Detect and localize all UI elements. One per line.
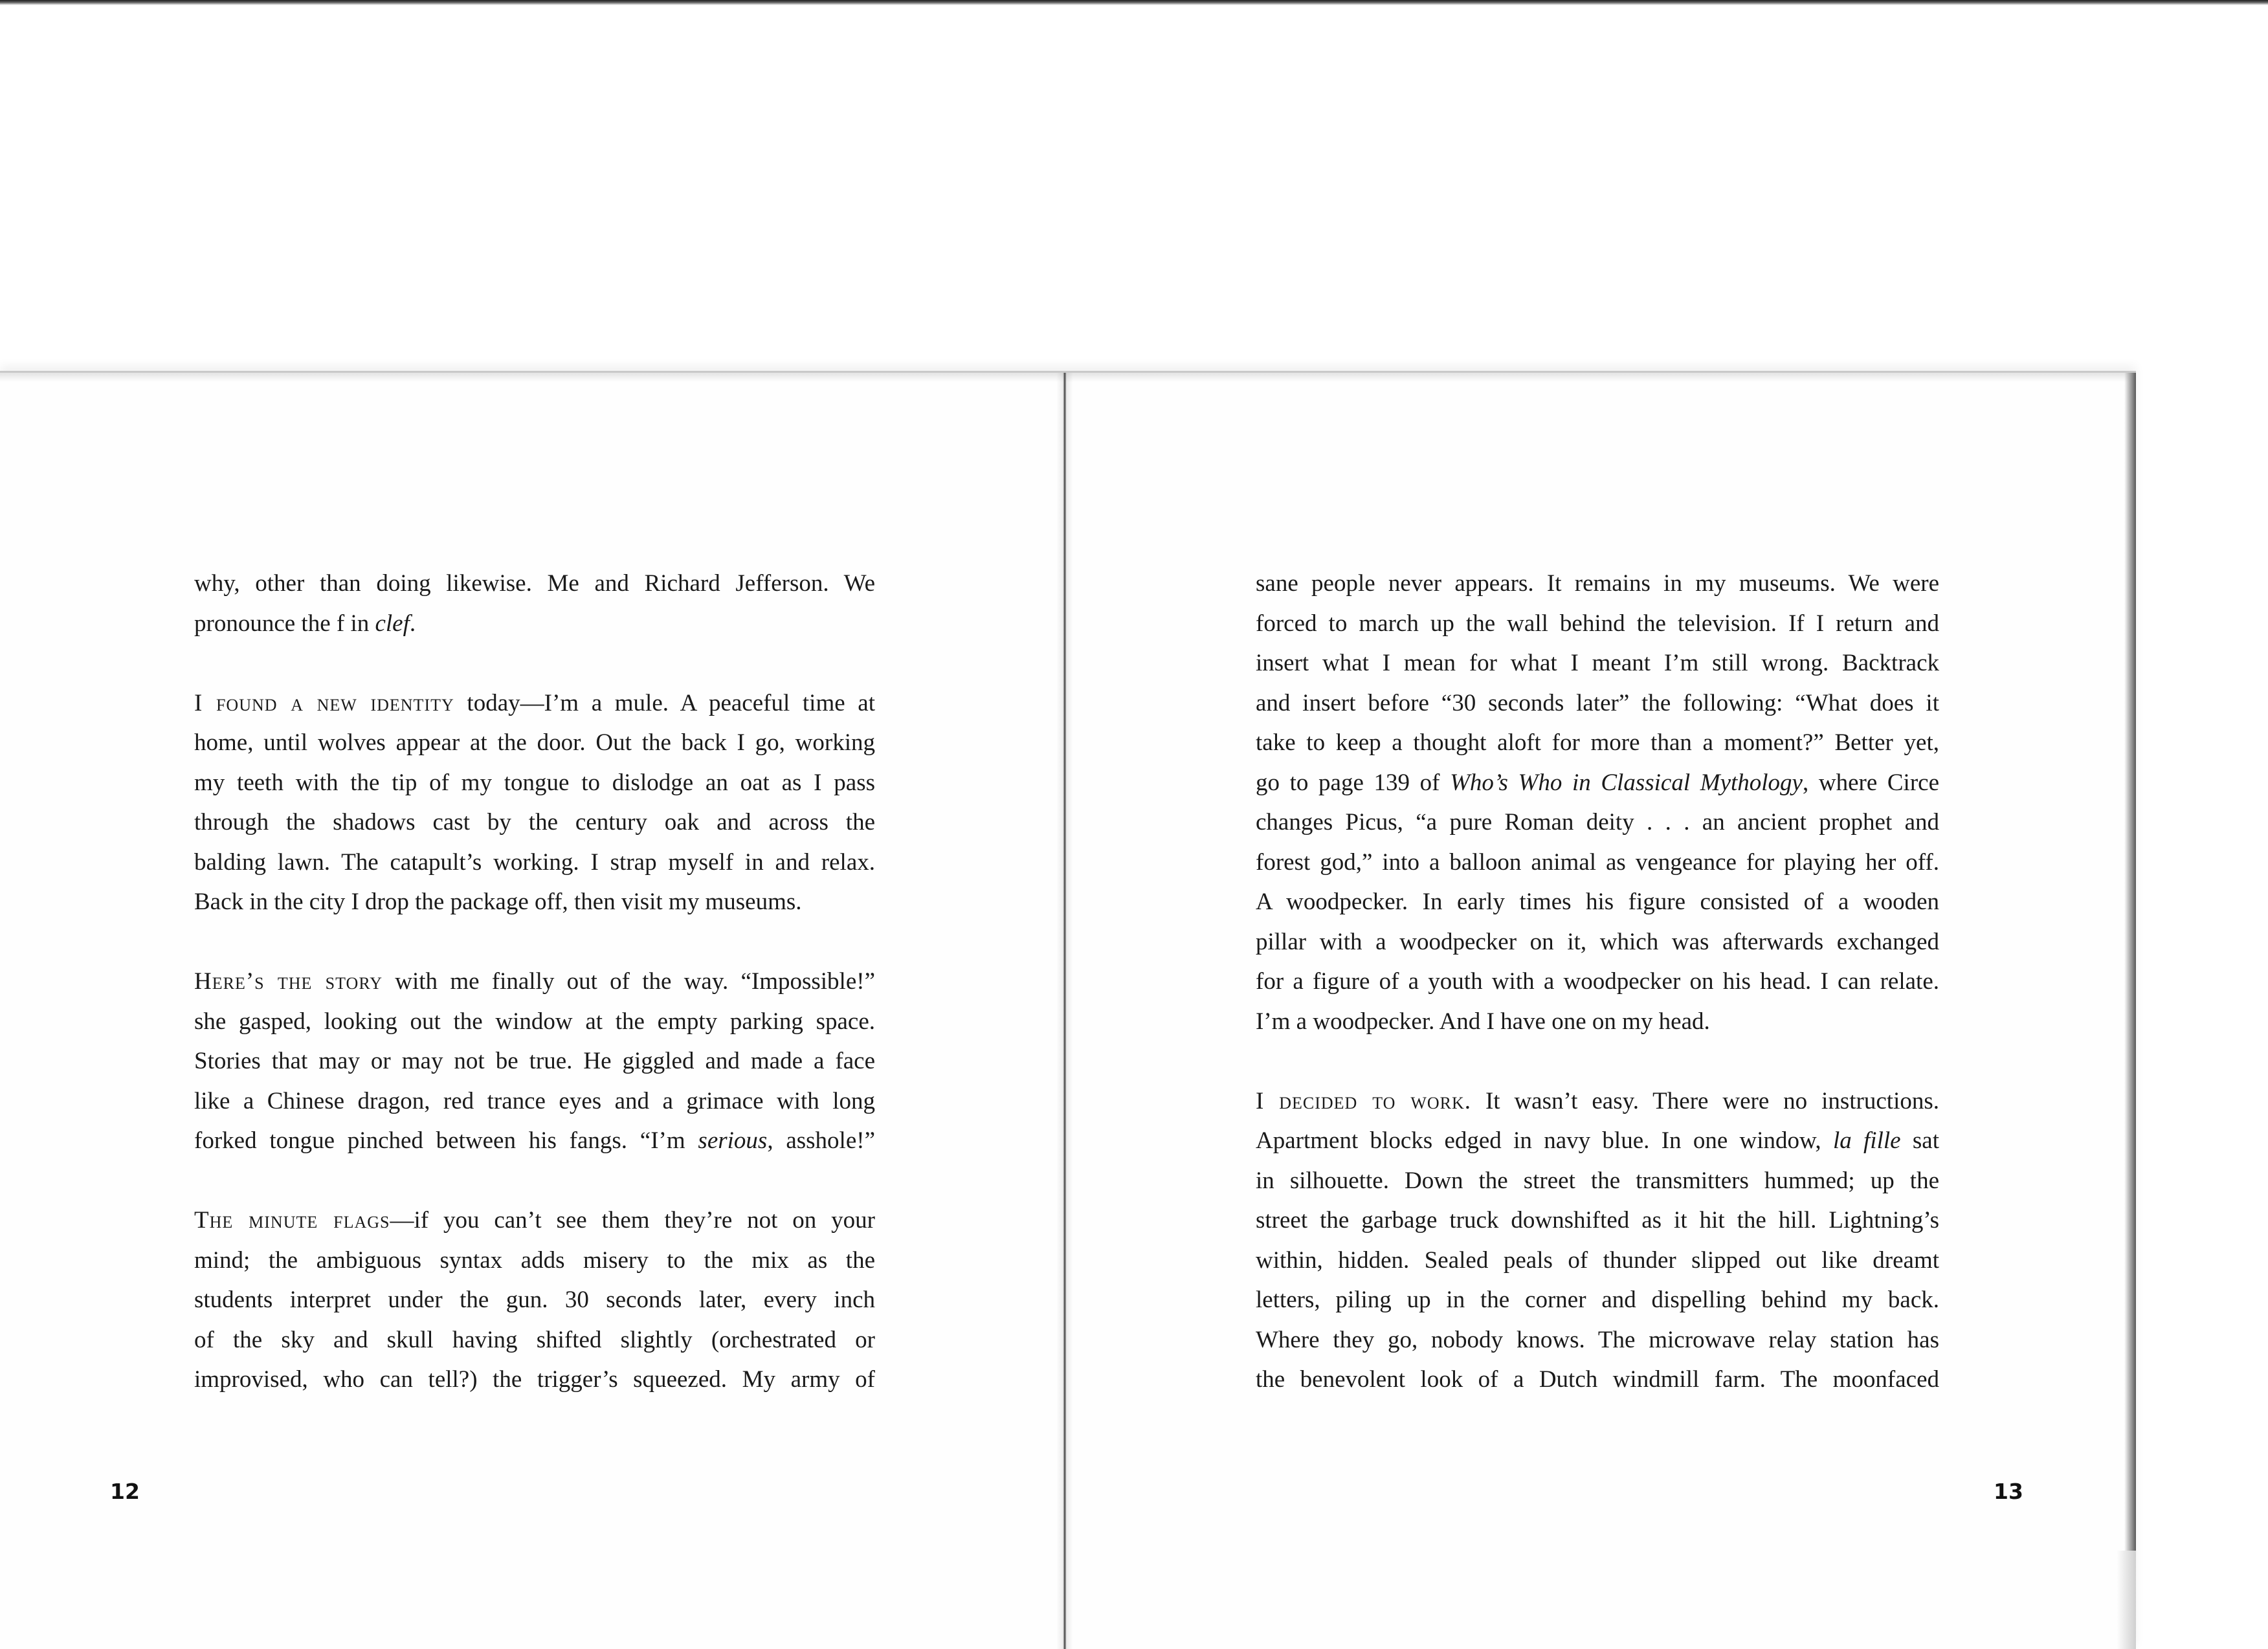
paragraph-opening-line: I decided to work. It wasn’t easy. There were no instructions. xyxy=(1256,1087,1939,1114)
text-line: mind; the ambiguous syntax adds misery to the mix as the xyxy=(194,1246,875,1274)
text-line: pronounce the f in clef. xyxy=(194,610,416,637)
text-line: why, other than doing likewise. Me and Richard Jefferson. We xyxy=(194,570,875,597)
text-line: forced to march up the wall behind the television. If I return and xyxy=(1256,610,1939,637)
text-line: I’m a woodpecker. And I have one on my head. xyxy=(1256,1008,1710,1035)
book-gutter-fold xyxy=(1056,373,1073,1649)
right-page-text xyxy=(1256,564,1939,1400)
text-line: insert what I mean for what I meant I’m still wrong. Backtrack xyxy=(1256,650,1939,676)
text-line: Stories that may or may not be true. He giggled and made a face xyxy=(194,1048,875,1074)
text-line: Where they go, nobody knows. The microwave relay station has xyxy=(1256,1326,1939,1353)
text-line: within, hidden. Sealed peals of thunder slipped out like dreamt xyxy=(1256,1246,1939,1274)
text-line: forked tongue pinched between his fangs. “I’m serious, asshole!” xyxy=(194,1127,876,1154)
text-line: improvised, who can tell?) the trigger’s squeezed. My army of xyxy=(194,1366,875,1393)
paragraph-gap xyxy=(1256,1041,1939,1081)
text-line: Apartment blocks edged in navy blue. In one window, la fille sat xyxy=(1256,1127,1939,1154)
text-line: changes Picus, “a pure Roman deity . . . an ancient prophet and xyxy=(1256,809,1939,836)
text-line: like a Chinese dragon, red trance eyes and a grimace with long xyxy=(194,1087,875,1114)
text-line: of the sky and skull having shifted slightly (orchestrated or xyxy=(194,1326,875,1353)
scanner-top-edge xyxy=(0,0,2268,5)
text-line: in silhouette. Down the street the transmitters hummed; up the xyxy=(1256,1167,1939,1194)
text-line: sane people never appears. It remains in my museums. We were xyxy=(1256,570,1939,597)
paragraph-gap xyxy=(194,643,875,683)
text-line: she gasped, looking out the window at the empty parking space. xyxy=(194,1008,875,1035)
text-line: for a figure of a youth with a woodpecker on his head. I can relate. xyxy=(1256,968,1939,995)
text-line: forest god,” into a balloon animal as vengeance for playing her off. xyxy=(1256,848,1939,876)
text-line: street the garbage truck downshifted as it hit the hill. Lightning’s xyxy=(1256,1207,1939,1234)
left-page-text xyxy=(194,564,875,1400)
text-line: Back in the city I drop the package off, then visit my museums. xyxy=(194,889,802,915)
text-line: take to keep a thought aloft for more than a moment?” Better yet, xyxy=(1256,729,1939,756)
paragraph-opening-line: Here’s the story with me finally out of the way. “Impossible!” xyxy=(194,968,876,995)
text-line: the benevolent look of a Dutch windmill farm. The moonfaced xyxy=(1256,1366,1939,1393)
text-line: pillar with a woodpecker on it, which was afterwards exchanged xyxy=(1256,928,1939,955)
paragraph-gap xyxy=(194,922,875,962)
text-line: A woodpecker. In early times his figure consisted of a wooden xyxy=(1256,889,1939,915)
book-right-edge xyxy=(2124,373,2136,1649)
page-corner-curl xyxy=(2117,1551,2136,1649)
text-line: home, until wolves appear at the door. Out the back I go, working xyxy=(194,729,875,756)
paragraph-opening-line: The minute flags—if you can’t see them they’re not on your xyxy=(194,1207,875,1234)
text-line: go to page 139 of Who’s Who in Classical Mythology, where Circe xyxy=(1256,769,1940,796)
text-line: my teeth with the tip of my tongue to dislodge an oat as I pass xyxy=(194,769,875,796)
text-line: through the shadows cast by the century oak and across the xyxy=(194,809,875,836)
paragraph-gap xyxy=(194,1161,875,1201)
page-number-right: 13 xyxy=(1994,1479,2023,1504)
text-line: balding lawn. The catapult’s working. I strap myself in and relax. xyxy=(194,848,875,876)
paragraph-opening-line: I found a new identity today—I’m a mule. A peaceful time at xyxy=(194,689,875,716)
page-number-left: 12 xyxy=(110,1479,140,1504)
text-line: letters, piling up in the corner and dispelling behind my back. xyxy=(1256,1287,1939,1313)
text-line: students interpret under the gun. 30 seconds later, every inch xyxy=(194,1287,875,1313)
text-line: and insert before “30 seconds later” the following: “What does it xyxy=(1256,689,1939,716)
